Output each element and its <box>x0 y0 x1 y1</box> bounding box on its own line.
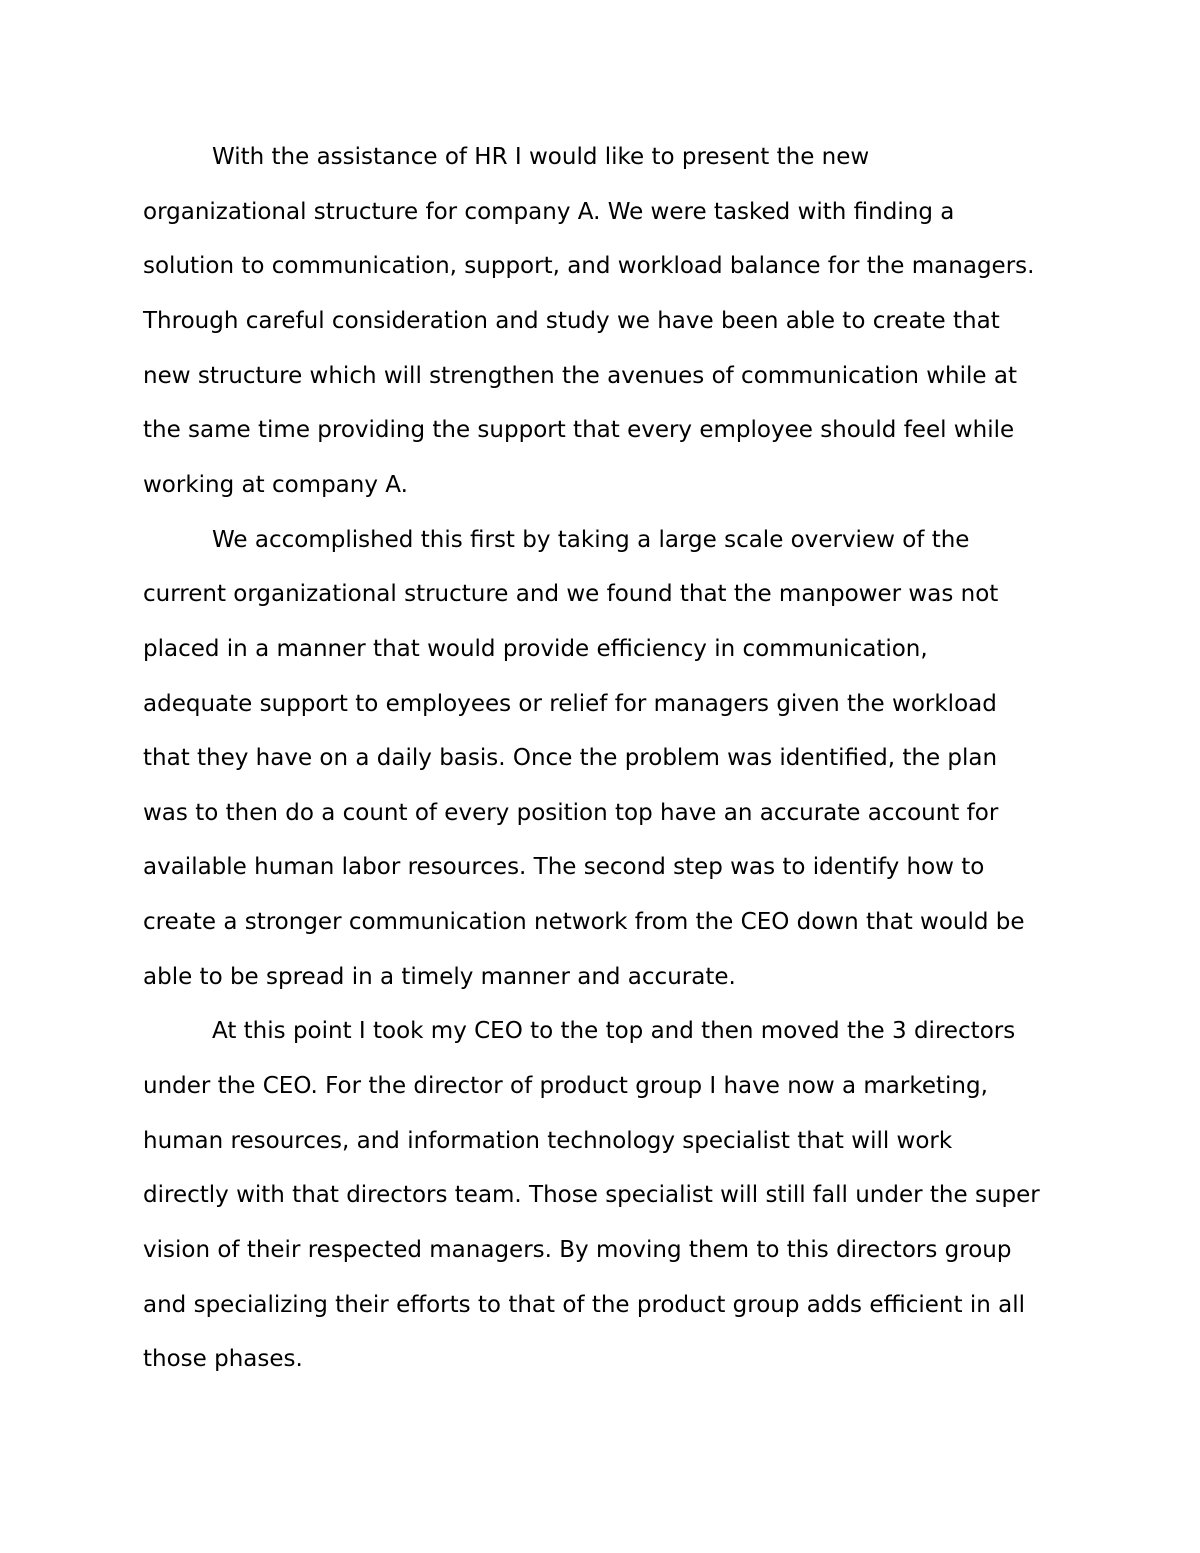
paragraph-1-line-1: With the assistance of HR I would like to present the new <box>212 144 870 170</box>
paragraph-2-line-3: placed in a manner that would provide efficiency in communication, <box>143 636 928 662</box>
paragraph-2-line-7: available human labor resources. The second step was to identify how to <box>143 854 985 880</box>
paragraph-3-line-4: directly with that directors team. Those specialist will still fall under the super <box>143 1182 1040 1208</box>
paragraph-3-line-6: and specializing their efforts to that of the product group adds efficient in all <box>143 1292 1025 1318</box>
paragraph-2-line-5: that they have on a daily basis. Once the problem was identified, the plan <box>143 745 998 771</box>
paragraph-2-line-6: was to then do a count of every position top have an accurate account for <box>143 800 999 826</box>
paragraph-3-line-7: those phases. <box>143 1346 303 1372</box>
paragraph-3-line-3: human resources, and information technology specialist that will work <box>143 1128 953 1154</box>
paragraph-1-line-5: new structure which will strengthen the avenues of communication while at <box>143 363 1017 389</box>
paragraph-1-line-3: solution to communication, support, and workload balance for the managers. <box>143 253 1035 279</box>
paragraph-2-line-4: adequate support to employees or relief for managers given the workload <box>143 691 997 717</box>
paragraph-1-line-2: organizational structure for company A. We were tasked with finding a <box>143 199 955 225</box>
paragraph-3-line-1: At this point I took my CEO to the top and then moved the 3 directors <box>212 1018 1016 1044</box>
paragraph-3-line-2: under the CEO. For the director of product group I have now a marketing, <box>143 1073 988 1099</box>
paragraph-2-line-9: able to be spread in a timely manner and accurate. <box>143 964 736 990</box>
paragraph-1-line-4: Through careful consideration and study we have been able to create that <box>143 308 1000 334</box>
paragraph-1-line-6: the same time providing the support that every employee should feel while <box>143 417 1015 443</box>
paragraph-3-line-5: vision of their respected managers. By moving them to this directors group <box>143 1237 1012 1263</box>
paragraph-2-line-1: We accomplished this first by taking a large scale overview of the <box>212 527 970 553</box>
paragraph-1-line-7: working at company A. <box>143 472 408 498</box>
paragraph-2-line-8: create a stronger communication network from the CEO down that would be <box>143 909 1025 935</box>
paragraph-2-line-2: current organizational structure and we found that the manpower was not <box>143 581 999 607</box>
